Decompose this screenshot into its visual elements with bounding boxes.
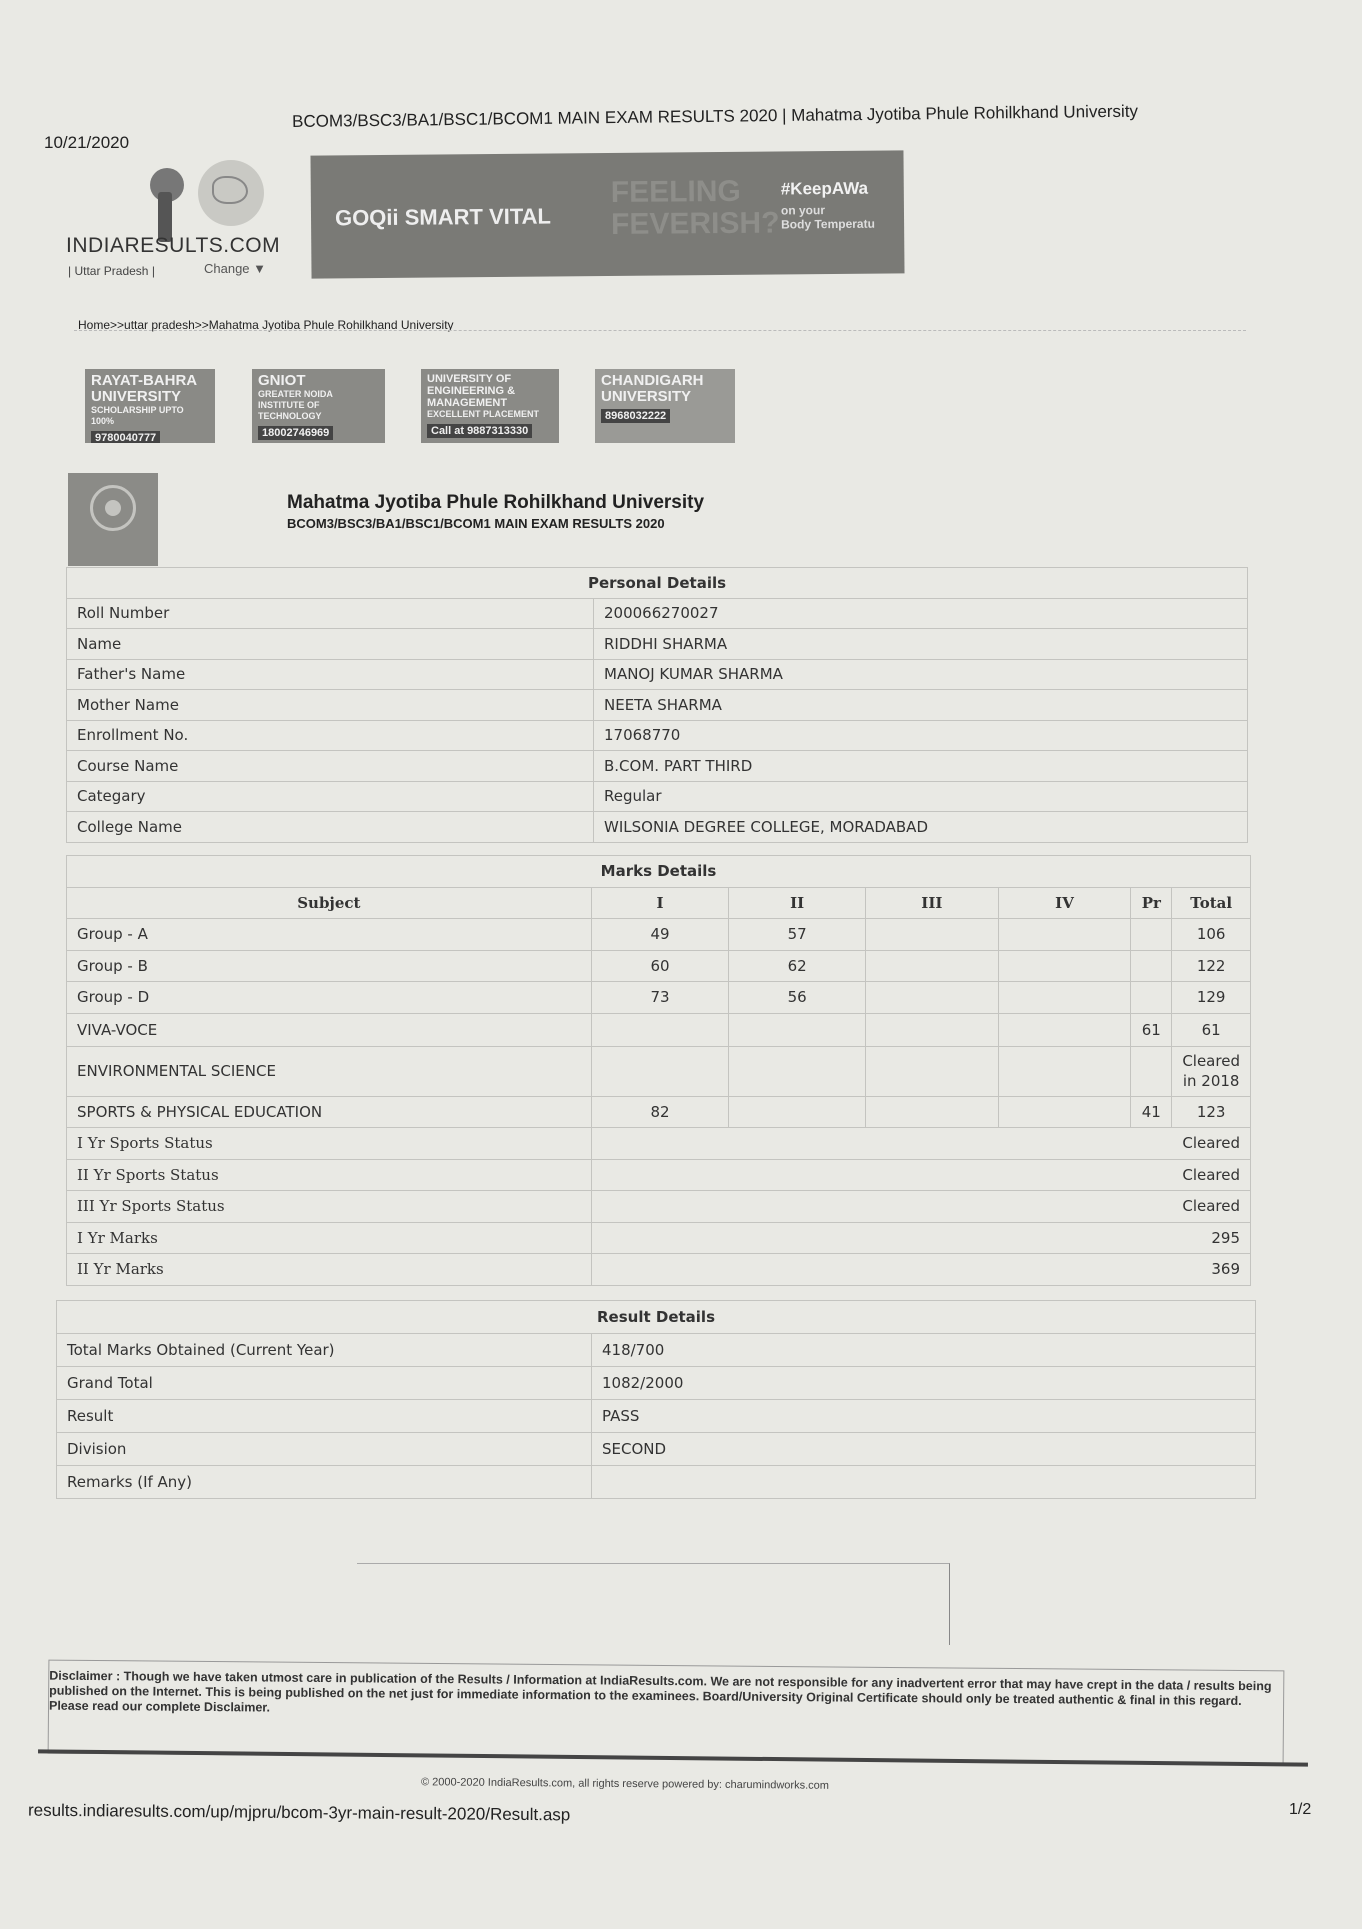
paper-iii-cell [866,919,999,951]
banner-ad[interactable] [310,150,904,278]
practical-cell [1131,950,1172,982]
paper-i-cell: 82 [591,1096,729,1128]
ad-subtitle: GREATER NOIDA INSTITUTE OF TECHNOLOGY [258,389,333,421]
status-value: 369 [591,1254,1250,1286]
status-row [67,1128,1251,1160]
paper-ii-cell: 56 [729,982,866,1014]
ad-phone: 9780040777 [91,431,160,443]
field-value: 200066270027 [594,598,1248,629]
ad-phone: Call at 9887313330 [427,424,532,438]
paper-iii-cell [866,1013,999,1046]
status-value: Cleared [591,1159,1250,1191]
paper-ii-cell [729,1013,866,1046]
total-cell: 122 [1172,950,1251,982]
marks-header-row [67,887,1251,919]
banner-subtext: on your Body Temperatu [780,203,875,232]
table-row [67,1013,1251,1046]
paper-iv-cell [998,1096,1131,1128]
field-value: NEETA SHARMA [594,690,1248,721]
table-row [57,1400,1256,1433]
field-label: Total Marks Obtained (Current Year) [57,1334,592,1367]
breadcrumb-divider [74,330,1246,331]
paper-iii-cell [866,1096,999,1128]
table-row [67,812,1248,843]
table-row [67,1046,1251,1096]
field-value: Regular [594,781,1248,812]
table-row [67,781,1248,812]
copyright: © 2000-2020 IndiaResults.com, all rights reserve powered by: charumindworks.com [420,1776,830,1792]
paper-ii-cell: 62 [729,950,866,982]
ad-phone: 8968032222 [601,409,670,423]
result-details-table [56,1300,1256,1499]
col-header-ii: II [729,887,866,919]
exam-title: BCOM3/BSC3/BA1/BSC1/BCOM1 MAIN EXAM RESULTS 2020 [287,516,665,531]
status-value: Cleared [591,1191,1250,1223]
university-seal-icon [68,473,158,566]
paper-ii-cell [729,1096,866,1128]
ad-chandigarh-university[interactable] [595,369,735,443]
col-header-subject: Subject [67,887,592,919]
field-value: 17068770 [594,720,1248,751]
paper-i-cell [591,1013,729,1046]
breadcrumb[interactable]: Home>>uttar pradesh>>Mahatma Jyotiba Phule Rohilkhand University [78,318,454,332]
ad-subtitle: EXCELLENT PLACEMENT [427,409,540,419]
ad-subtitle: SCHOLARSHIP UPTO 100% [91,405,184,426]
status-row [67,1159,1251,1191]
col-header-i: I [591,887,729,919]
total-cell: 129 [1172,982,1251,1014]
table-row [57,1433,1256,1466]
practical-cell: 61 [1131,1013,1172,1046]
subject-cell: VIVA-VOCE [67,1013,592,1046]
status-row [67,1191,1251,1223]
field-label: Enrollment No. [67,720,594,751]
field-value: 1082/2000 [592,1367,1256,1400]
table-row [67,690,1248,721]
field-value: PASS [592,1400,1256,1433]
marks-details-table [66,855,1251,1286]
status-label: II Yr Sports Status [67,1159,592,1191]
paper-i-cell: 60 [591,950,729,982]
paper-ii-cell: 57 [729,919,866,951]
field-value: MANOJ KUMAR SHARMA [594,659,1248,690]
banner-brand: GOQii SMART VITAL [334,203,552,231]
field-label: Grand Total [57,1367,592,1400]
total-cell: 123 [1172,1096,1251,1128]
field-label: Course Name [67,751,594,782]
practical-cell: 41 [1131,1096,1172,1128]
field-label: Mother Name [67,690,594,721]
banner-hashtag: #KeepAWa [780,178,869,199]
print-date: 10/21/2020 [44,133,130,152]
paper-iv-cell [998,1013,1131,1046]
marks-details-title: Marks Details [67,856,1251,888]
table-row [67,1096,1251,1128]
result-details-title: Result Details [57,1301,1256,1334]
col-header-pr: Pr [1131,887,1172,919]
field-label: Categary [67,781,594,812]
state-map-icon [198,160,264,226]
personal-details-table [66,567,1248,843]
field-label: Father's Name [67,659,594,690]
ad-title: RAYAT-BAHRA UNIVERSITY [91,372,197,405]
status-label: I Yr Marks [67,1222,592,1254]
field-label: Name [67,629,594,660]
banner-faded-text: FEELING FEVERISH? [610,174,780,241]
ad-gniot[interactable] [252,369,385,443]
table-row [67,659,1248,690]
field-value: RIDDHI SHARMA [594,629,1248,660]
practical-cell [1131,1046,1172,1096]
col-header-iii: III [866,887,999,919]
field-value: 418/700 [592,1334,1256,1367]
subject-cell: Group - A [67,919,592,951]
status-label: II Yr Marks [67,1254,592,1286]
empty-frame [357,1563,950,1645]
field-value: B.COM. PART THIRD [594,751,1248,782]
table-row [57,1466,1256,1499]
site-logo[interactable] [66,160,281,280]
practical-cell [1131,919,1172,951]
disclaimer: Disclaimer : Though we have taken utmost care in publication of the Results / Information at IndiaResults.com. We are not responsible for any inadvertent error that may have crept in the data / results being published on the Internet. This is being published on the net just for immediate information to the examinees. Board/University Original Certificate should only be treated authentic & final in this regard. Please read our complete Disclaimer. [48,1660,1285,1765]
change-state-link[interactable]: Change ▼ [204,261,267,276]
paper-ii-cell [729,1046,866,1096]
university-name: Mahatma Jyotiba Phule Rohilkhand University [287,492,705,513]
ad-title: GNIOT [258,372,306,389]
paper-iv-cell [998,1046,1131,1096]
total-cell: 106 [1172,919,1251,951]
field-label: Remarks (If Any) [57,1466,592,1499]
paper-iv-cell [998,919,1131,951]
personal-details-title: Personal Details [67,568,1248,599]
table-row [67,919,1251,951]
selected-state: | Uttar Pradesh | [68,264,155,278]
table-row [67,950,1251,982]
paper-iii-cell [866,982,999,1014]
field-label: Roll Number [67,598,594,629]
col-header-total: Total [1172,887,1251,919]
paper-i-cell: 73 [591,982,729,1014]
table-row [67,982,1251,1014]
field-value: SECOND [592,1433,1256,1466]
paper-iv-cell [998,982,1131,1014]
paper-i-cell: 49 [591,919,729,951]
field-label: College Name [67,812,594,843]
table-row [67,751,1248,782]
subject-cell: ENVIRONMENTAL SCIENCE [67,1046,592,1096]
ad-title: UNIVERSITY OF ENGINEERING & MANAGEMENT [427,373,516,409]
status-label: I Yr Sports Status [67,1128,592,1160]
practical-cell [1131,982,1172,1014]
paper-i-cell [591,1046,729,1096]
status-row [67,1254,1251,1286]
ad-phone: 18002746969 [258,426,333,440]
total-cell: Cleared in 2018 [1172,1046,1251,1096]
subject-cell: Group - B [67,950,592,982]
person-icon [148,168,188,243]
col-header-iv: IV [998,887,1131,919]
subject-cell: SPORTS & PHYSICAL EDUCATION [67,1096,592,1128]
total-cell: 61 [1172,1013,1251,1046]
paper-iii-cell [866,950,999,982]
table-row [57,1334,1256,1367]
table-row [67,629,1248,660]
paper-iv-cell [998,950,1131,982]
table-row [67,720,1248,751]
ad-rayat-bahra[interactable] [85,369,215,443]
status-label: III Yr Sports Status [67,1191,592,1223]
table-row [67,598,1248,629]
page-number: 1/2 [1289,1801,1312,1818]
page-url: results.indiaresults.com/up/mjpru/bcom-3yr-main-result-2020/Result.asp [27,1800,571,1825]
print-title: BCOM3/BSC3/BA1/BSC1/BCOM1 MAIN EXAM RESULTS 2020 | Mahatma Jyotiba Phule Rohilkhand University [292,101,1139,131]
field-label: Result [57,1400,592,1433]
status-value: 295 [591,1222,1250,1254]
logo-text: INDIARESULTS.COM [66,234,281,257]
paper-iii-cell [866,1046,999,1096]
subject-cell: Group - D [67,982,592,1014]
field-label: Division [57,1433,592,1466]
ad-title: CHANDIGARH UNIVERSITY [601,372,704,405]
field-value [592,1466,1256,1499]
ad-uem[interactable] [421,369,559,443]
field-value: WILSONIA DEGREE COLLEGE, MORADABAD [594,812,1248,843]
table-row [57,1367,1256,1400]
status-row [67,1222,1251,1254]
status-value: Cleared [591,1128,1250,1160]
